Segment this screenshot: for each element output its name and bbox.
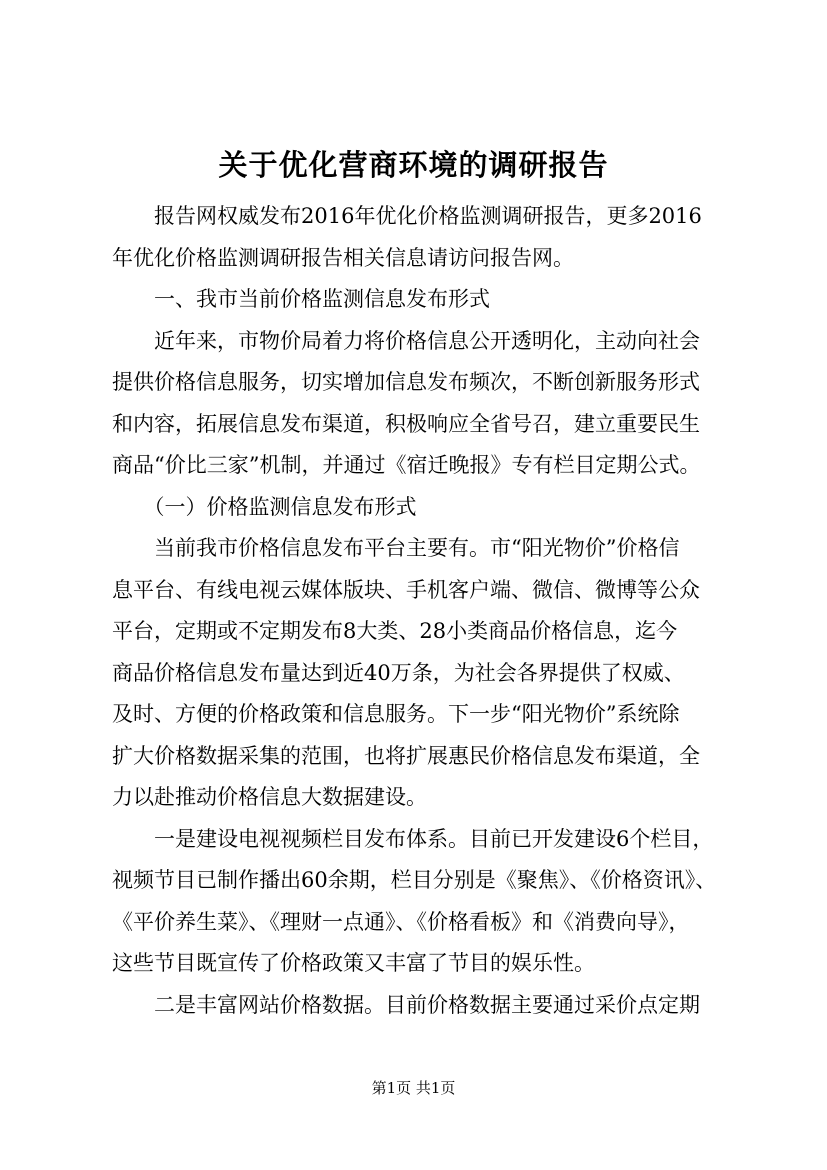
page-number-footer: 第1页 共1页 bbox=[371, 1079, 456, 1097]
subsection-heading: （一）价格监测信息发布形式 bbox=[112, 494, 417, 519]
body-line: 近年来，市物价局着力将价格信息公开透明化，主动向社会 bbox=[112, 328, 700, 353]
document-body bbox=[112, 196, 722, 1026]
document-title: 关于优化营商环境的调研报告 bbox=[218, 148, 609, 182]
body-line: 力以赴推动价格信息大数据建设。 bbox=[112, 785, 427, 809]
body-line: 《平价养生菜》、《理财一点通》、《价格看板》和《消费向导》， bbox=[112, 909, 690, 934]
body-line: 扩大价格数据采集的范围，也将扩展惠民价格信息发布渠道，全 bbox=[112, 743, 700, 768]
body-line: 商品价格信息发布量达到近40万条，为社会各界提供了权威、 bbox=[112, 660, 685, 685]
body-line: 年优化价格监测调研报告相关信息请访问报告网。 bbox=[112, 245, 574, 270]
body-line: 平台，定期或不定期发布8大类、28小类商品价格信息，迄今 bbox=[112, 619, 678, 643]
body-line: 息平台、有线电视云媒体版块、手机客户端、微信、微博等公众 bbox=[112, 577, 700, 602]
section-heading: 一、我市当前价格监测信息发布形式 bbox=[112, 287, 490, 311]
body-line: 这些节目既宣传了价格政策又丰富了节目的娱乐性。 bbox=[112, 951, 595, 975]
body-line: 提供价格信息服务，切实增加信息发布频次，不断创新服务形式 bbox=[112, 370, 700, 394]
body-line: 商品“价比三家”机制，并通过《宿迁晚报》专有栏目定期公式。 bbox=[112, 453, 701, 477]
body-line: 和内容，拓展信息发布渠道，积极响应全省号召，建立重要民生 bbox=[112, 411, 700, 436]
body-line: 报告网权威发布2016年优化价格监测调研报告，更多2016 bbox=[112, 204, 702, 228]
body-line: 一是建设电视视频栏目发布体系。目前已开发建设6个栏目， bbox=[112, 826, 714, 851]
body-line: 二是丰富网站价格数据。目前价格数据主要通过采价点定期 bbox=[112, 992, 700, 1017]
body-line: 视频节目已制作播出60余期，栏目分别是《聚焦》、《价格资讯》、 bbox=[112, 868, 717, 892]
body-line: 及时、方便的价格政策和信息服务。下一步“阳光物价”系统除 bbox=[112, 702, 680, 726]
body-line: 当前我市价格信息发布平台主要有。市“阳光物价”价格信 bbox=[112, 536, 680, 560]
